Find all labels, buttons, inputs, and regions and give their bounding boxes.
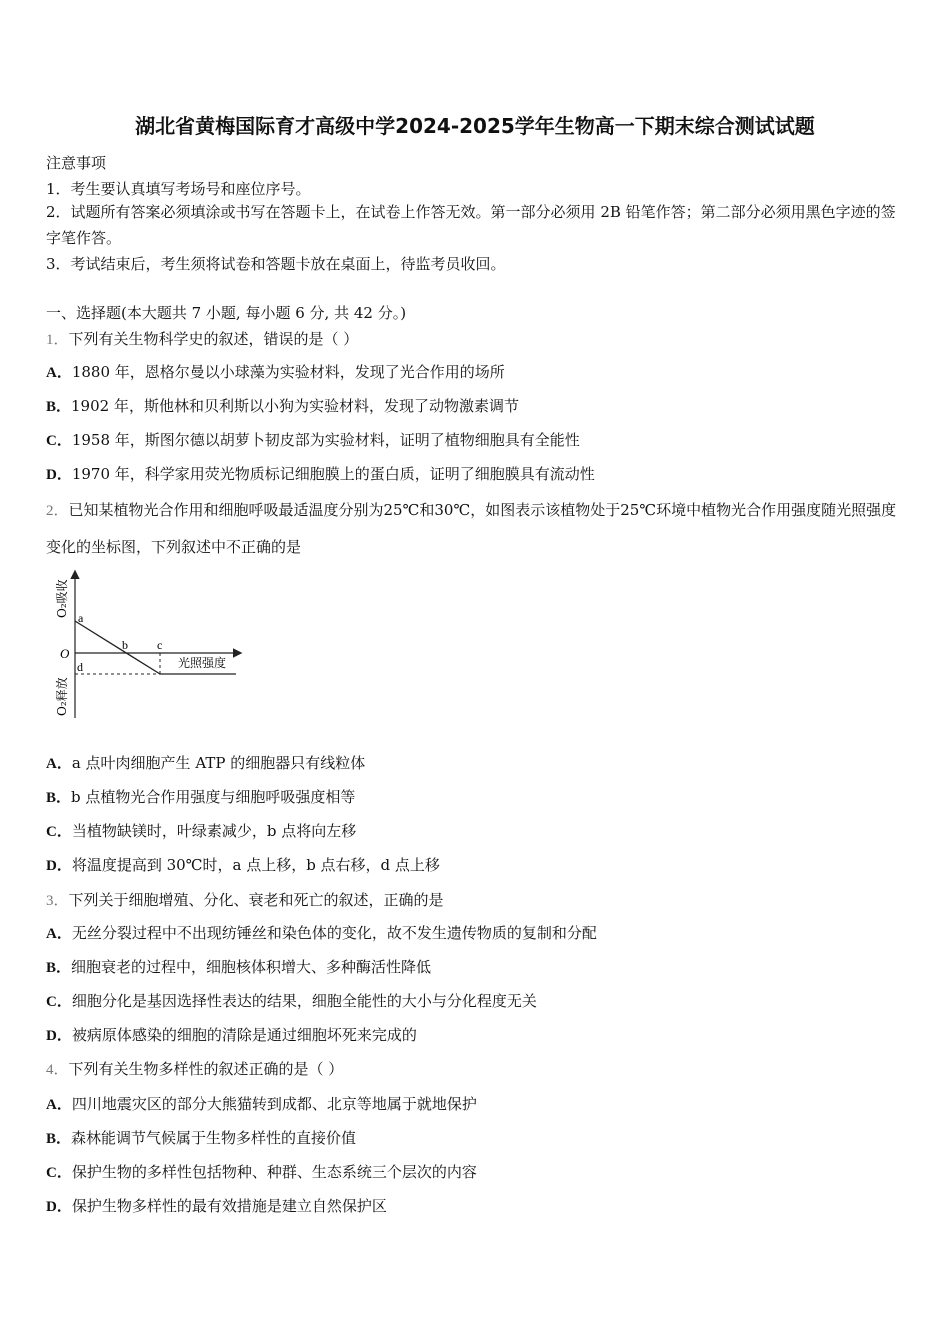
- q2-option-d: [46, 854, 440, 875]
- q4-option-b: [46, 1127, 356, 1148]
- q1-option-b: [46, 395, 519, 416]
- option-label: D．: [46, 1028, 72, 1044]
- option-label: B．: [46, 960, 72, 976]
- option-text: 细胞分化是基因选择性表达的结果，细胞全能性的大小与分化程度无关: [71, 992, 537, 1010]
- option-text: 1902 年，斯他林和贝利斯以小狗为实验材料，发现了动物激素调节: [71, 397, 519, 415]
- question-2: [46, 492, 906, 565]
- option-label: B．: [46, 790, 72, 806]
- option-label: D．: [46, 1199, 72, 1215]
- option-text: 保护生物的多样性包括物种、种群、生态系统三个层次的内容: [71, 1163, 477, 1181]
- q4-option-a: [46, 1093, 477, 1114]
- option-label: A．: [46, 1097, 72, 1113]
- option-label: A．: [46, 365, 72, 381]
- q2-option-a: [46, 752, 365, 773]
- notice-item-1: 1．考生要认真填写考场号和座位序号。: [46, 180, 311, 198]
- point-c-label: c: [157, 638, 163, 652]
- option-text: 保护生物多样性的最有效措施是建立自然保护区: [71, 1197, 387, 1215]
- option-label: D．: [46, 467, 72, 483]
- option-text: 1970 年，科学家用荧光物质标记细胞膜上的蛋白质，证明了细胞膜具有流动性: [71, 465, 595, 483]
- point-d-label: d: [77, 660, 83, 674]
- q1-option-c: [46, 429, 580, 450]
- notice-heading: 注意事项: [46, 154, 107, 172]
- option-text: a 点叶肉细胞产生 ATP 的细胞器只有线粒体: [71, 754, 366, 772]
- question-number: 2．: [46, 503, 69, 519]
- notice-item-2: 2．试题所有答案必须填涂或书写在答题卡上，在试卷上作答无效。第一部分必须用 2B 铅笔作答；第二部分必须用黑色字迹的签字笔作答。: [46, 203, 896, 247]
- question-4: [46, 1058, 343, 1079]
- q3-option-a: [46, 922, 597, 943]
- option-label: D．: [46, 858, 72, 874]
- question-number: 4．: [46, 1062, 69, 1078]
- question-stem: 下列关于细胞增殖、分化、衰老和死亡的叙述，正确的是: [68, 891, 444, 909]
- option-text: 当植物缺镁时，叶绿素减少，b 点将向左移: [71, 822, 357, 840]
- question-number: 1．: [46, 332, 69, 348]
- question-stem: 下列有关生物科学史的叙述，错误的是（ ）: [68, 330, 359, 348]
- question-number: 3．: [46, 893, 69, 909]
- option-text: 被病原体感染的细胞的清除是通过细胞坏死来完成的: [71, 1026, 417, 1044]
- q4-option-d: [46, 1195, 387, 1216]
- option-label: C．: [46, 994, 72, 1010]
- option-text: 四川地震灾区的部分大熊猫转到成都、北京等地属于就地保护: [71, 1095, 477, 1113]
- q3-option-c: [46, 990, 537, 1011]
- option-label: C．: [46, 824, 72, 840]
- option-label: A．: [46, 756, 72, 772]
- option-text: 将温度提高到 30℃时，a 点上移，b 点右移，d 点上移: [71, 856, 440, 874]
- section-heading: 一、选择题(本大题共 7 小题, 每小题 6 分, 共 42 分。): [46, 304, 407, 322]
- option-text: 细胞衰老的过程中，细胞核体积增大、多种酶活性降低: [71, 958, 432, 976]
- notice-item-3: 3．考试结束后，考生须将试卷和答题卡放在桌面上，待监考员收回。: [46, 255, 506, 273]
- q3-option-d: [46, 1024, 417, 1045]
- question-3: [46, 889, 444, 910]
- q3-option-b: [46, 956, 431, 977]
- option-label: B．: [46, 1131, 72, 1147]
- option-label: B．: [46, 399, 72, 415]
- q2-option-b: [46, 786, 355, 807]
- option-label: A．: [46, 926, 72, 942]
- option-text: 无丝分裂过程中不出现纺锤丝和染色体的变化，故不发生遗传物质的复制和分配: [71, 924, 597, 942]
- page-title: 湖北省黄梅国际育才高级中学2024-2025学年生物高一下期末综合测试试题: [135, 114, 815, 138]
- point-b-label: b: [122, 638, 128, 652]
- question-stem: 下列有关生物多样性的叙述正确的是（ ）: [68, 1060, 344, 1078]
- point-a-label: a: [78, 611, 84, 625]
- q2-option-c: [46, 820, 356, 841]
- option-text: 1958 年，斯图尔德以胡萝卜韧皮部为实验材料，证明了植物细胞具有全能性: [71, 431, 580, 449]
- option-label: C．: [46, 1165, 72, 1181]
- photosynthesis-light-graph: [40, 566, 250, 726]
- option-label: C．: [46, 433, 72, 449]
- q4-option-c: [46, 1161, 477, 1182]
- y-axis-bottom-label: O₂释放: [55, 677, 69, 716]
- option-text: b 点植物光合作用强度与细胞呼吸强度相等: [71, 788, 356, 806]
- x-axis-label: 光照强度: [178, 656, 227, 670]
- question-1: [46, 328, 358, 349]
- q1-option-d: [46, 463, 595, 484]
- option-text: 森林能调节气候属于生物多样性的直接价值: [71, 1129, 357, 1147]
- origin-label: O: [60, 646, 70, 661]
- question-stem: 已知某植物光合作用和细胞呼吸最适温度分别为25℃和30℃，如图表示该植物处于25℃环境中植物光合作用强度随光照强度变化的坐标图，下列叙述中不正确的是: [46, 501, 897, 556]
- q1-option-a: [46, 361, 505, 382]
- y-axis-top-label: O₂吸收: [55, 579, 69, 618]
- option-text: 1880 年，恩格尔曼以小球藻为实验材料，发现了光合作用的场所: [71, 363, 505, 381]
